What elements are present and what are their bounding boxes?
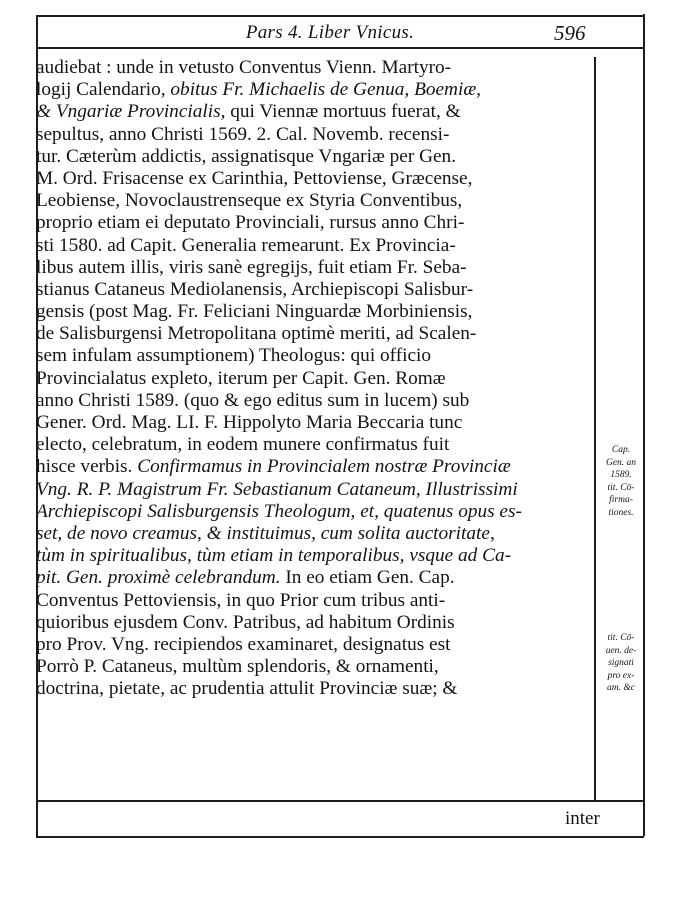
- text-line: [36, 523, 592, 545]
- marginal-note-designati: [596, 632, 646, 695]
- text-line: [36, 479, 592, 501]
- text-line: gensis (post Mag. Fr. Feliciani Ninguardæ Morbiniensis,: [36, 301, 473, 323]
- text-line: electo, celebratum, in eodem munere confirmatus fuit: [36, 434, 450, 456]
- italic-phrase: tùm in spiritualibus, tùm etiam in temporalibus, vsque ad Ca-: [36, 545, 512, 567]
- text-line: Conventus Pettoviensis, in quo Prior cum tribus anti-: [36, 589, 446, 611]
- marginal-line: pro ex-: [607, 670, 635, 681]
- bottom-rule: [36, 800, 644, 802]
- text-line: audiebat : unde in vetusto Conventus Vienn. Martyro-: [36, 57, 452, 78]
- marginal-line: Cap.: [611, 445, 631, 455]
- text-line: & Vngariæ Provincialis, qui Viennæ mortuus fuerat, &: [36, 101, 461, 123]
- italic-phrase: Confirmamus in Provincialem nostræ Provinciæ: [137, 456, 511, 478]
- italic-phrase: set, de novo creamus, & instituimus, cum solita auctoritate,: [36, 522, 495, 544]
- marginal-line: tit. Cō-: [607, 633, 635, 643]
- italic-phrase: & Vngariæ Provincialis,: [36, 101, 226, 123]
- text-line: stianus Cataneus Mediolanensis, Archiepiscopi Salisbur-: [36, 278, 474, 300]
- text-line: anno Christi 1589. (quo & ego editus sum in lucem) sub: [36, 389, 470, 411]
- text-line: hisce verbis. Confirmamus in Provincialem nostræ Provinciæ: [36, 456, 511, 478]
- marginal-line: signati: [608, 658, 634, 668]
- text-line: proprio etiam ei deputato Provinciali, rursus anno Chri-: [36, 212, 465, 234]
- text-line: quioribus ejusdem Conv. Patribus, ad habitum Ordinis: [36, 611, 455, 633]
- marginal-line: firma-: [609, 495, 633, 505]
- catchword: inter: [565, 808, 600, 829]
- top-frame-line: [36, 15, 644, 17]
- marginal-line: tiones.: [608, 507, 634, 518]
- right-frame-line: [643, 14, 645, 836]
- marginal-line: uen. de-: [605, 645, 637, 656]
- marginal-line: 1589.: [610, 470, 632, 480]
- catchword-rule: [36, 836, 644, 838]
- text-line: Gener. Ord. Mag. LI. F. Hippolyto Maria Beccaria tunc: [36, 412, 463, 433]
- page-number: 596: [554, 21, 586, 45]
- text-line: pit. Gen. proximè celebrandum. In eo etiam Gen. Cap.: [36, 567, 455, 589]
- body-text: [36, 57, 592, 700]
- text-line: sepultus, anno Christi 1569. 2. Cal. Novemb. recensi-: [36, 123, 450, 145]
- text-line: pro Prov. Vng. recipiendos examinaret, designatus est: [36, 633, 451, 655]
- text-line: Leobiense, Novoclaustrenseque ex Styria Conventibus,: [36, 190, 463, 212]
- text-line: M. Ord. Frisacense ex Carinthia, Pettoviense, Græcense,: [36, 167, 473, 189]
- italic-phrase: pit. Gen. proximè celebrandum.: [36, 567, 281, 589]
- text-line: [36, 545, 592, 567]
- italic-phrase: Vng. R. P. Magistrum Fr. Sebastianum Cataneum, Illustrissimi: [36, 478, 518, 500]
- marginal-line: am. &c: [607, 683, 635, 693]
- marginal-line: Gen. an: [605, 457, 637, 468]
- text-line: sti 1580. ad Capit. Generalia remearunt. Ex Provincia-: [36, 234, 456, 256]
- text-line: Provincialatus expleto, iterum per Capit. Gen. Romæ: [36, 367, 446, 389]
- marginal-note-chapter: [596, 444, 646, 519]
- text-line: doctrina, pietate, ac prudentia attulit Provinciæ suæ; &: [36, 678, 458, 700]
- text-line: tur. Cæterùm addictis, assignatisque Vngariæ per Gen.: [36, 145, 457, 167]
- running-title: Pars 4. Liber Vnicus.: [245, 22, 415, 43]
- text-line: Porrò P. Cataneus, multùm splendoris, & ornamenti,: [36, 656, 439, 678]
- text-line: logij Calendario, obitus Fr. Michaelis de Genua, Boemiæ,: [36, 79, 482, 101]
- text-line: sem infulam assumptionem) Theologus: qui officio: [36, 345, 432, 367]
- italic-phrase: Archiepiscopi Salisburgensis Theologum, et, quatenus opus es-: [36, 500, 522, 522]
- italic-phrase: obitus Fr. Michaelis de Genua, Boemiæ,: [170, 79, 482, 101]
- text-line: de Salisburgensi Metropolitana optimè meriti, ad Scalen-: [36, 323, 477, 345]
- text-line: [36, 501, 592, 523]
- marginal-line: tit. Cō-: [607, 482, 635, 493]
- text-line: libus autem illis, viris sanè egregijs, fuit etiam Fr. Seba-: [36, 256, 467, 278]
